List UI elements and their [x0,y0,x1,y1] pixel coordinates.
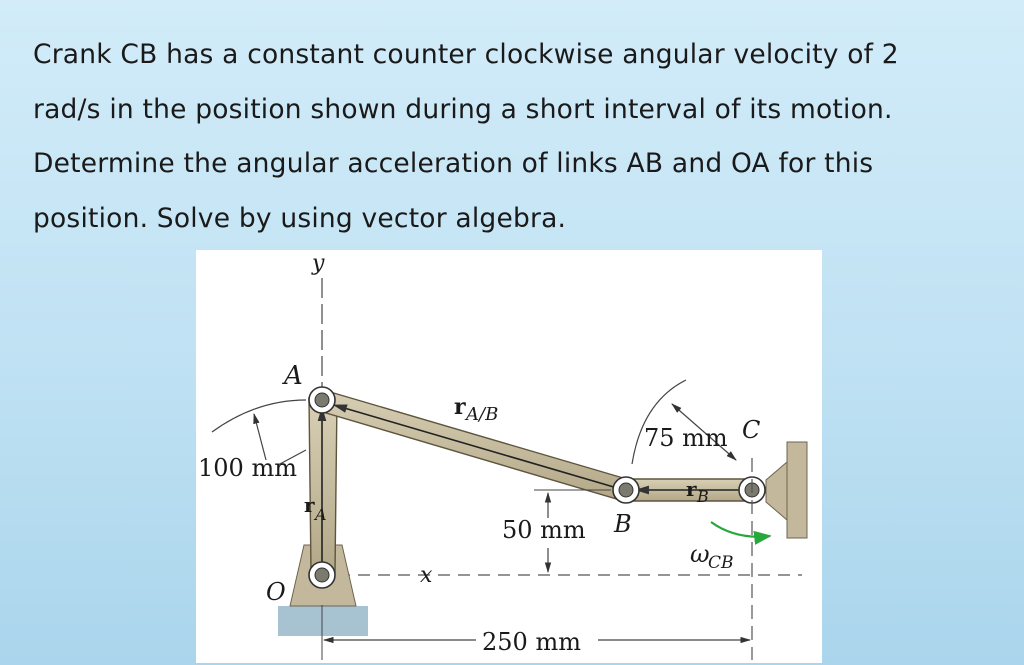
label-omega-cb [690,540,734,573]
svg-text:A: A [315,505,327,524]
label-75mm: 75 mm [644,424,728,452]
problem-line-4: position. Solve by using vector algebra. [33,202,567,234]
c-bracket [766,462,787,520]
svg-text:A/B: A/B [466,404,499,425]
svg-text:ω: ω [690,540,710,568]
label-b: B [614,510,632,538]
omega-arrow [711,522,770,537]
pin-b [613,477,639,503]
ground-block [278,606,368,636]
svg-text:r: r [454,394,466,420]
pin-o [309,562,335,588]
c-wall [787,442,807,538]
label-o: O [266,578,286,606]
label-100mm: 100 mm [198,454,297,482]
svg-text:r: r [304,493,315,517]
label-x: x [420,563,433,588]
problem-line-3: Determine the angular acceleration of links AB and OA for this [33,148,874,179]
svg-text:CB: CB [708,553,734,573]
label-50mm: 50 mm [502,516,586,544]
pin-a [309,387,335,413]
label-c: C [742,416,761,444]
label-250mm: 250 mm [482,628,581,656]
svg-text:B: B [697,487,709,506]
label-y: y [312,251,325,276]
problem-line-2: rad/s in the position shown during a short interval of its motion. [33,93,893,125]
mechanism-figure [196,250,822,663]
dim-arc-100 [212,400,306,432]
problem-statement [33,28,1008,246]
svg-text:r: r [686,477,697,501]
label-r-ab [454,394,498,425]
label-a: A [284,361,303,391]
problem-line-1: Crank CB has a constant counter clockwise angular velocity of 2 [33,39,899,70]
link-oa [309,398,337,572]
